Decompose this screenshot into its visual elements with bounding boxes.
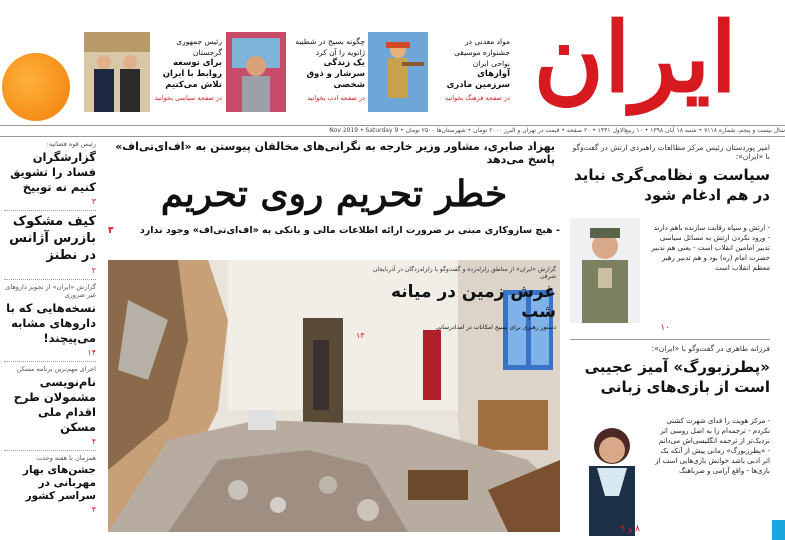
left-column — [0, 137, 100, 540]
left-story[interactable]: اجرای مهم‌ترین برنامه مسکن نام‌نویسی مشمولان طرح اقدام ملی مسکن ۴ — [13, 365, 96, 446]
right-column — [570, 143, 770, 540]
teaser-politics[interactable]: رئیس جمهوری گرجستان برای توسعه روابط با ایران تلاش می‌کنیم در صفحه سیاسی بخوانید — [154, 37, 222, 102]
main-story-kicker: بهزاد صابری، مشاور وزیر خارجه به نگرانی‌های مخالفان پیوستن به «اف‌ای‌تی‌اف» پاسخ می‌دهد — [115, 140, 555, 166]
divider — [570, 339, 770, 340]
interview-military[interactable]: امیر پوردستان رئیس مرکز مطالعات راهبردی ارتش در گفت‌وگو با «ایران»: سیاست و نظامی‌گری نباید در هم ادغام شود - ارتش و سپاه رقابت سازنده باهم دارند - ورود نکردن ارتش به مسائل سیاسی تدبیر امامین انقلاب است - یعنی هم تدبیر حضرت امام (ره) بود و هم تدبیر رهبر معظم انقلاب است ۱۰ — [570, 143, 770, 333]
divider — [4, 210, 96, 211]
translator-portrait — [575, 416, 650, 536]
main-headline[interactable]: خطر تحریم روی تحریم — [160, 173, 508, 215]
divider — [4, 450, 96, 451]
photo-caption[interactable]: گزارش «ایران» از مناطق زلزله‌زده و گفت‌وگو با زلزله‌زدگان در آذربایجان شرقی غرش زمین در میانه شب دستور رهبری برای بسیج امکانات در امدادرسانی ۱۳ — [356, 266, 556, 340]
teaser-music[interactable]: مواد معدنی در جشنواره موسیقی نواحی ایران آوازهای سرزمین مادری در صفحه فرهنگ بخوانید — [445, 37, 510, 102]
accent-bar — [772, 520, 785, 540]
general-portrait — [570, 218, 640, 323]
left-story[interactable]: گزارش «ایران» از تجویز داروهای غیر ضروری نسخه‌هایی که با داروهای مشابه می‌پیچند! ۱۴ — [5, 283, 96, 357]
teaser-culture[interactable]: چگونه بسیج در شطیبه ژانویه را آن کرد یک زندگی سرشار و ذوق شخصی در صفحه ادب بخوانید — [295, 37, 365, 102]
teaser-culture-image — [226, 32, 286, 112]
divider — [4, 361, 96, 362]
interview-translator[interactable]: فرزانه طاهری در گفت‌وگو با «ایران»: «پطرزبورگ» آمیز عجیبی است از بازی‌های زبانی - مرکز هویت را فدای شهرت کشتی نکردم - ترجمه‌ام را به اصل روسی اثر نزدیک‌تر از ترجمه انگلیسی‌اش می‌دانم - «پطرزبورگ» رمانی پیش از آنکه یک اثر ادبی باشد خوانش بازی‌هایی است از بازی‌ها - واقع آرامی و ضرباهنگ ۸ و ۹ — [570, 344, 770, 534]
main-story-deck: - هیچ سازوکاری مبنی بر ضرورت ارائه اطلاعات مالی و بانکی به «اف‌ای‌تی‌اف» وجود ندارد ۳ — [108, 225, 560, 236]
sun-logo-icon — [2, 53, 70, 121]
divider — [4, 279, 96, 280]
left-story[interactable]: کیف مشکوک بازرس آژانس در نطنز ۲ — [9, 214, 96, 275]
dateline: سال بیست و پنجم، شماره ۷۱۱۸ • شنبه ۱۸ آبان ۱۳۹۸ • ۱۰ ربیع‌الاول ۱۴۴۱ • ۲۰ صفحه • قیمت در تهران و البرز ۲۰۰۰ تومان • شهرستان‌ها ۲۵۰۰ تومان • 9 Nov 2019 • Saturday — [0, 125, 785, 137]
earthquake-photo[interactable] — [108, 260, 560, 532]
newspaper-logo: ایران — [533, 1, 737, 114]
left-story[interactable]: همزمان با هفته وحدت جشن‌های بهار مهربانی در سراسر کشور ۴ — [22, 454, 96, 514]
teaser-politics-image — [84, 32, 150, 112]
teaser-music-image — [368, 32, 428, 112]
masthead — [0, 0, 785, 125]
left-story[interactable]: رئیس قوه قضائیه: گزارشگران فساد را تشویق کنیم نه توبیخ ۳ — [10, 140, 96, 206]
